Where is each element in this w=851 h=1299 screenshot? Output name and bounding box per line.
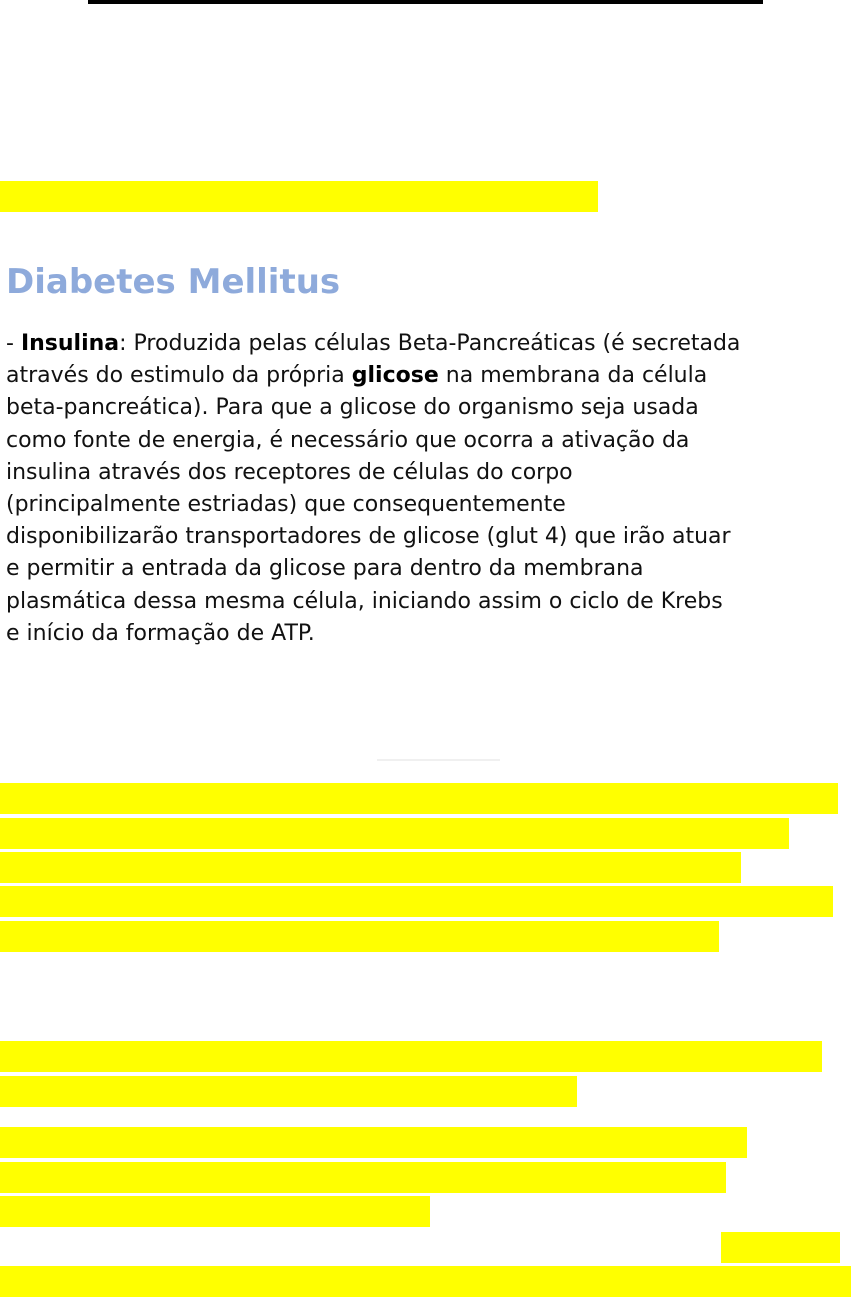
redacted-highlight-block-2-line-1 [0, 1041, 822, 1072]
line-2-text-a: através do estimulo da própria [6, 363, 352, 389]
redacted-highlight-block-3-line-1 [0, 1127, 747, 1158]
redacted-highlight-block-1-line-2 [0, 818, 789, 849]
paragraph-line-8: e permitir a entrada da glicose para dentro da membrana [6, 556, 644, 582]
redacted-highlight-heading [0, 181, 598, 212]
paragraph-line-10: e início da formação de ATP. [6, 620, 315, 646]
paragraph-line-7: disponibilizarão transportadores de glicose (glut 4) que irão atuar [6, 524, 731, 550]
paragraph-line-4: como fonte de energia, é necessário que ocorra a ativação da [6, 427, 690, 453]
redacted-highlight-block-1-line-4 [0, 886, 833, 917]
redacted-highlight-block-3-line-3 [0, 1196, 430, 1227]
redacted-highlight-block-3-line-2 [0, 1162, 726, 1193]
term-insulina: Insulina [20, 331, 120, 356]
paragraph-line-5: insulina através dos receptores de células do corpo [6, 459, 573, 485]
top-rule [88, 0, 763, 4]
line-2-text-b: na membrana da célula [438, 363, 708, 389]
redacted-highlight-block-4-line-1 [721, 1232, 840, 1263]
redacted-highlight-block-1-line-5 [0, 921, 719, 952]
paragraph-line-9: plasmática dessa mesma célula, iniciando assim o ciclo de Krebs [6, 588, 723, 614]
insulin-paragraph [6, 328, 851, 650]
redacted-highlight-block-1-line-1 [0, 783, 838, 814]
paragraph-line-2 [6, 360, 851, 392]
line-1-text: : Produzida pelas células Beta-Pancreáticas (é secretada [119, 331, 741, 356]
term-glicose: glicose [351, 363, 439, 389]
redacted-highlight-block-2-line-2 [0, 1076, 577, 1107]
redacted-highlight-block-1-line-3 [0, 852, 741, 883]
paragraph-line-6: (principalmente estriadas) que consequentemente [6, 492, 566, 518]
page-title: Diabetes Mellitus [6, 262, 341, 302]
redacted-highlight-block-4-line-2 [0, 1266, 851, 1297]
faint-divider [377, 759, 500, 761]
bullet-prefix: - [6, 331, 21, 356]
paragraph-line-1 [6, 328, 851, 360]
paragraph-line-3: beta-pancreática). Para que a glicose do organismo seja usada [6, 395, 699, 421]
